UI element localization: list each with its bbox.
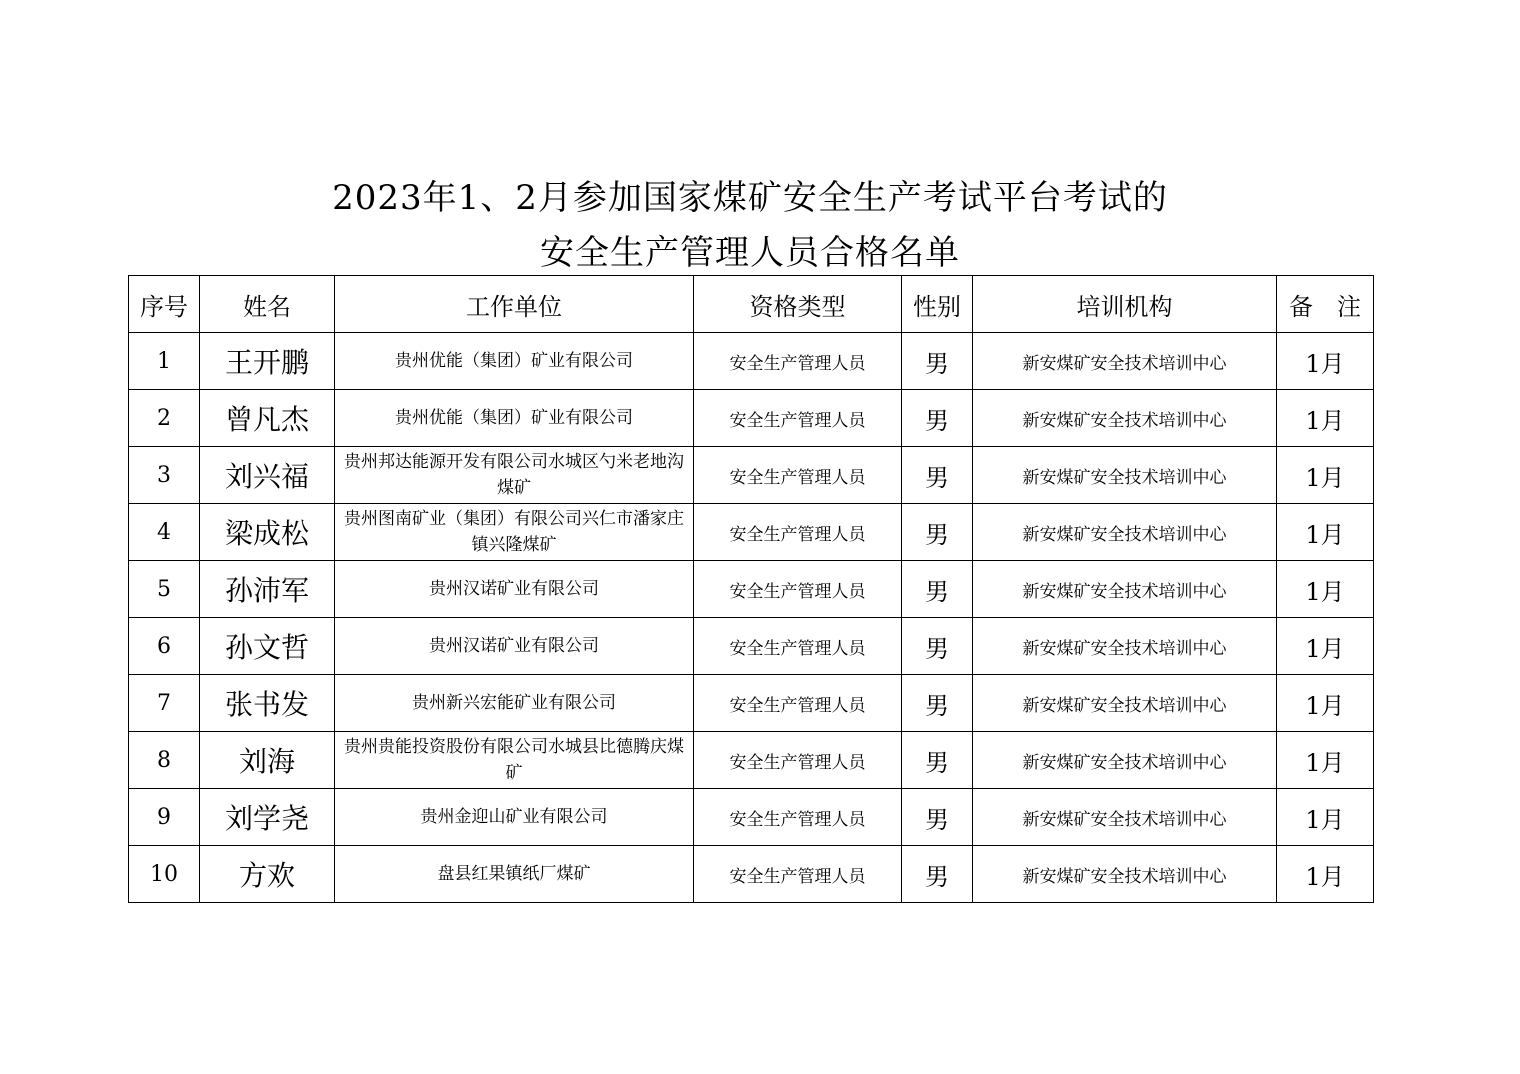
header-unit: 工作单位	[335, 276, 694, 333]
cell-seq: 8	[129, 732, 200, 789]
cell-name: 方欢	[200, 846, 335, 903]
cell-name: 刘学尧	[200, 789, 335, 846]
cell-org: 新安煤矿安全技术培训中心	[973, 504, 1277, 561]
page-title: 2023年1、2月参加国家煤矿安全生产考试平台考试的	[332, 178, 1168, 218]
cell-unit: 贵州金迎山矿业有限公司	[335, 789, 694, 846]
table-row	[129, 789, 1374, 846]
cell-remark: 1月	[1277, 504, 1374, 561]
cell-org: 新安煤矿安全技术培训中心	[973, 618, 1277, 675]
cell-gender: 男	[902, 846, 973, 903]
cell-type: 安全生产管理人员	[694, 789, 902, 846]
cell-type: 安全生产管理人员	[694, 732, 902, 789]
cell-seq: 4	[129, 504, 200, 561]
table-row	[129, 675, 1374, 732]
cell-gender: 男	[902, 447, 973, 504]
cell-seq: 6	[129, 618, 200, 675]
cell-unit: 贵州优能（集团）矿业有限公司	[335, 390, 694, 447]
cell-org: 新安煤矿安全技术培训中心	[973, 333, 1277, 390]
cell-remark: 1月	[1277, 618, 1374, 675]
cell-type: 安全生产管理人员	[694, 675, 902, 732]
qualified-personnel-table	[128, 275, 1374, 903]
cell-remark: 1月	[1277, 333, 1374, 390]
cell-name: 张书发	[200, 675, 335, 732]
cell-unit: 贵州图南矿业（集团）有限公司兴仁市潘家庄镇兴隆煤矿	[335, 504, 694, 561]
cell-org: 新安煤矿安全技术培训中心	[973, 561, 1277, 618]
header-gender: 性别	[902, 276, 973, 333]
header-type: 资格类型	[694, 276, 902, 333]
cell-seq: 3	[129, 447, 200, 504]
table-row	[129, 846, 1374, 903]
cell-name: 刘海	[200, 732, 335, 789]
cell-gender: 男	[902, 333, 973, 390]
cell-unit: 贵州汉诺矿业有限公司	[335, 561, 694, 618]
cell-type: 安全生产管理人员	[694, 504, 902, 561]
table-row	[129, 504, 1374, 561]
cell-org: 新安煤矿安全技术培训中心	[973, 675, 1277, 732]
cell-org: 新安煤矿安全技术培训中心	[973, 846, 1277, 903]
cell-org: 新安煤矿安全技术培训中心	[973, 390, 1277, 447]
cell-gender: 男	[902, 675, 973, 732]
cell-unit: 贵州优能（集团）矿业有限公司	[335, 333, 694, 390]
cell-name: 孙文哲	[200, 618, 335, 675]
cell-seq: 1	[129, 333, 200, 390]
cell-org: 新安煤矿安全技术培训中心	[973, 447, 1277, 504]
cell-remark: 1月	[1277, 789, 1374, 846]
cell-gender: 男	[902, 732, 973, 789]
cell-name: 曾凡杰	[200, 390, 335, 447]
cell-seq: 5	[129, 561, 200, 618]
cell-gender: 男	[902, 390, 973, 447]
cell-remark: 1月	[1277, 675, 1374, 732]
cell-gender: 男	[902, 504, 973, 561]
header-org: 培训机构	[973, 276, 1277, 333]
page-subtitle: 安全生产管理人员合格名单	[540, 233, 960, 273]
table-row	[129, 333, 1374, 390]
table-row	[129, 618, 1374, 675]
cell-remark: 1月	[1277, 846, 1374, 903]
cell-name: 王开鹏	[200, 333, 335, 390]
cell-unit: 贵州新兴宏能矿业有限公司	[335, 675, 694, 732]
table-row	[129, 390, 1374, 447]
cell-remark: 1月	[1277, 561, 1374, 618]
header-remark: 备 注	[1277, 276, 1374, 333]
header-seq: 序号	[129, 276, 200, 333]
cell-type: 安全生产管理人员	[694, 333, 902, 390]
cell-org: 新安煤矿安全技术培训中心	[973, 789, 1277, 846]
cell-unit: 贵州贵能投资股份有限公司水城县比德腾庆煤矿	[335, 732, 694, 789]
table-row	[129, 732, 1374, 789]
cell-seq: 10	[129, 846, 200, 903]
cell-remark: 1月	[1277, 390, 1374, 447]
cell-seq: 9	[129, 789, 200, 846]
cell-remark: 1月	[1277, 732, 1374, 789]
header-name: 姓名	[200, 276, 335, 333]
cell-gender: 男	[902, 618, 973, 675]
cell-gender: 男	[902, 789, 973, 846]
cell-name: 刘兴福	[200, 447, 335, 504]
cell-org: 新安煤矿安全技术培训中心	[973, 732, 1277, 789]
table-row	[129, 447, 1374, 504]
cell-unit: 贵州汉诺矿业有限公司	[335, 618, 694, 675]
cell-seq: 2	[129, 390, 200, 447]
cell-gender: 男	[902, 561, 973, 618]
cell-type: 安全生产管理人员	[694, 561, 902, 618]
cell-name: 孙沛军	[200, 561, 335, 618]
cell-name: 梁成松	[200, 504, 335, 561]
cell-type: 安全生产管理人员	[694, 390, 902, 447]
cell-unit: 盘县红果镇纸厂煤矿	[335, 846, 694, 903]
table-header-row	[129, 276, 1374, 333]
cell-unit: 贵州邦达能源开发有限公司水城区勺米老地沟煤矿	[335, 447, 694, 504]
cell-seq: 7	[129, 675, 200, 732]
cell-remark: 1月	[1277, 447, 1374, 504]
cell-type: 安全生产管理人员	[694, 846, 902, 903]
cell-type: 安全生产管理人员	[694, 618, 902, 675]
table-row	[129, 561, 1374, 618]
cell-type: 安全生产管理人员	[694, 447, 902, 504]
